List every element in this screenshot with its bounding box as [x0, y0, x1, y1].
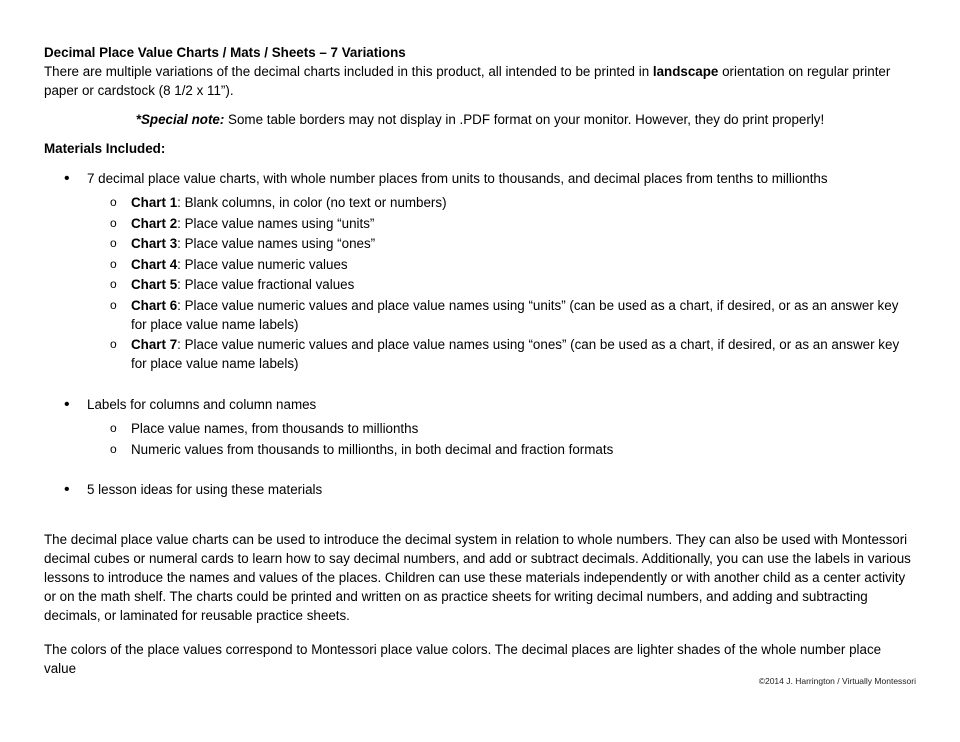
sub-list-item: [87, 296, 916, 334]
body-paragraph-usage: The decimal place value charts can be used to introduce the decimal system in relation to whole numbers. They can also be used with Montessori decimal cubes or numeral cards to learn how to say decimal numbers, and add or subtract decimals. Additionally, you can use the labels in various lessons to introduce the names and values of the places. Children can use these materials independently or with another child as a center activity or on the math shelf. The charts could be printed and written on as practice sheets for writing decimal numbers, and adding and subtracting decimals, or laminated for reusable practice sheets.: [44, 531, 911, 623]
chart-label: Chart 1: [131, 195, 178, 210]
chart-variations-list: [87, 193, 916, 373]
sub-list-item: [87, 255, 916, 274]
materials-list-item-lessons: [44, 480, 916, 499]
sub-list-item: o Place value names, from thousands to millionths: [87, 419, 916, 438]
chart-description: : Place value numeric values: [177, 256, 348, 272]
intro-text-end: orientation on regular printer paper or cardstock (8 1/2 x 11”).: [44, 64, 891, 98]
sub-list-item: [87, 193, 916, 212]
sub-list-item: [87, 335, 916, 373]
chart-label: Chart 5: [131, 277, 178, 292]
intro-paragraph: [44, 62, 916, 100]
chart-label: Chart 3: [131, 236, 178, 251]
materials-list-item-labels: [44, 395, 916, 459]
document-title: Decimal Place Value Charts / Mats / Sheets – 7 Variations: [44, 45, 406, 60]
chart-description: : Place value numeric values and place value names using “ones” (can be used as a chart, if desired, or as an answer key for place value name labels): [131, 337, 900, 371]
body-paragraph-colors: The colors of the place values correspond to Montessori place value colors. The decimal places are lighter shades of the whole number place value: [44, 641, 882, 676]
intro-bold-word: landscape: [652, 64, 719, 79]
chart-label: Chart 4: [131, 256, 178, 272]
special-note-label: *Special note:: [135, 112, 225, 127]
chart-description: : Place value fractional values: [177, 277, 355, 292]
materials-heading: Materials Included:: [44, 141, 166, 156]
copyright-footer: ©2014 J. Harrington / Virtually Montessori: [758, 676, 916, 686]
materials-list: [44, 169, 916, 499]
intro-text-start: There are multiple variations of the decimal charts included in this product, all intended to be printed in: [44, 64, 653, 79]
chart-description: : Blank columns, in color (no text or numbers): [177, 195, 447, 210]
bullet-text: 5 lesson ideas for using these materials: [87, 481, 323, 497]
chart-label: Chart 2: [131, 215, 178, 231]
materials-list-item-charts: [44, 169, 916, 373]
labels-list: [87, 419, 916, 459]
chart-description: : Place value names using “ones”: [177, 236, 376, 251]
chart-label: Chart 6: [131, 297, 178, 313]
sub-list-item: [87, 214, 916, 233]
sub-list-item: [87, 275, 916, 294]
sub-list-item: o Numeric values from thousands to millionths, in both decimal and fraction formats: [87, 440, 916, 459]
chart-description: : Place value numeric values and place value names using “units” (can be used as a chart, if desired, or as an answer key for place value name labels): [131, 297, 899, 332]
special-note: [44, 110, 916, 129]
chart-description: : Place value names using “units”: [177, 215, 375, 231]
bullet-text: Labels for columns and column names: [87, 397, 317, 412]
chart-label: Chart 7: [131, 337, 178, 352]
document-page: [44, 43, 916, 678]
bullet-text: 7 decimal place value charts, with whole number places from units to thousands, and decimal places from tenths to millionths: [87, 171, 828, 186]
sub-list-item: [87, 234, 916, 253]
special-note-text: Some table borders may not display in .PDF format on your monitor. However, they do print properly!: [224, 112, 825, 127]
